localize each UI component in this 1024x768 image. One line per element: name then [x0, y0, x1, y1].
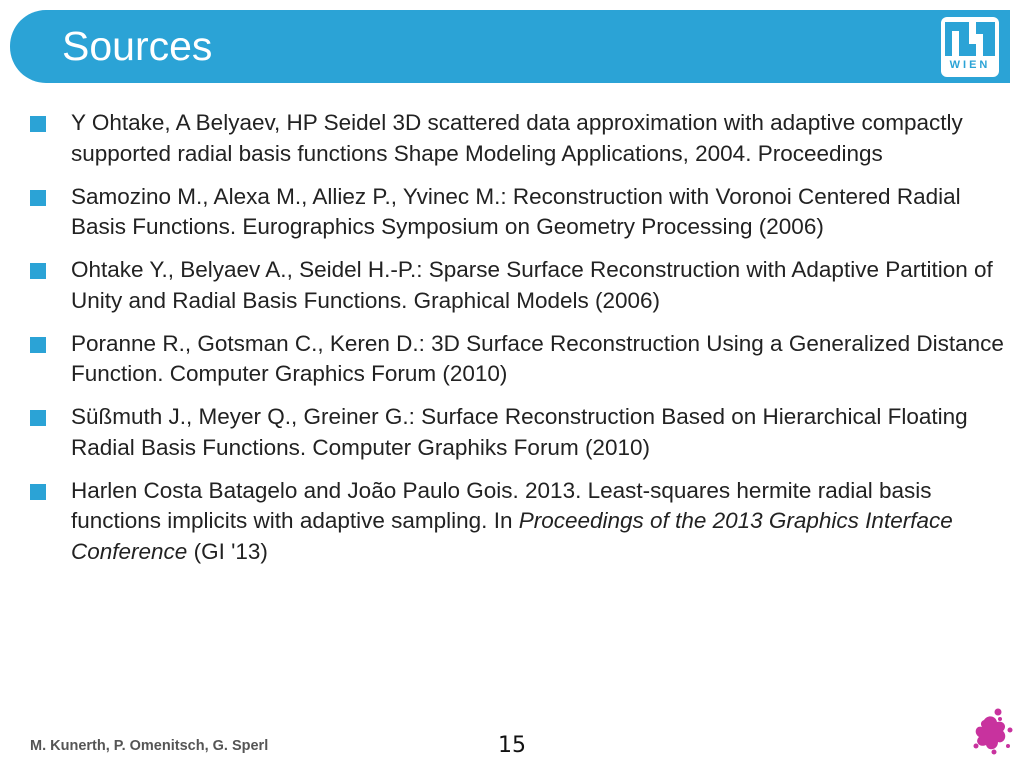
footer-authors: M. Kunerth, P. Omenitsch, G. Sperl — [30, 738, 269, 754]
bullet-icon — [30, 484, 46, 500]
reference-text: Poranne R., Gotsman C., Keren D.: 3D Surface Reconstruction Using a Generalized Distance Function. Computer Graphics Forum (2010) — [71, 330, 1004, 386]
reference-item — [30, 329, 1010, 390]
bullet-icon — [30, 263, 46, 279]
reference-venue: Proceedings of the 2013 Graphics Interface Conference — [71, 508, 953, 564]
reference-list — [30, 108, 1010, 580]
bullet-icon — [30, 410, 46, 426]
bullet-icon — [30, 116, 46, 132]
bullet-icon — [30, 190, 46, 206]
page-title: Sources — [62, 23, 213, 69]
reference-item — [30, 255, 1010, 316]
logo-wien-text: WIEN — [949, 59, 991, 71]
ink-splat-icon — [970, 706, 1014, 756]
reference-item — [30, 108, 1010, 169]
tu-wien-logo — [941, 17, 999, 77]
bullet-icon — [30, 337, 46, 353]
reference-text: Samozino M., Alexa M., Alliez P., Yvinec M.: Reconstruction with Voronoi Centered Radial Basis Functions. Eurographics Symposium on Geometry Processing (2006) — [71, 183, 961, 239]
reference-text: Süßmuth J., Meyer Q., Greiner G.: Surface Reconstruction Based on Hierarchical Floating Radial Basis Functions. Computer Graphiks Forum (2010) — [71, 404, 968, 460]
reference-tail: (GI '13) — [187, 538, 268, 564]
tu-logo-mark-icon — [945, 22, 995, 56]
page-number: 15 — [498, 733, 526, 758]
title-bar — [10, 10, 1010, 83]
reference-text: Harlen Costa Batagelo and João Paulo Gois. 2013. Least-squares hermite radial basis functions implicits with adaptive sampling. In — [71, 477, 932, 533]
reference-text: Ohtake Y., Belyaev A., Seidel H.-P.: Sparse Surface Reconstruction with Adaptive Partition of Unity and Radial Basis Functions. Graphical Models (2006) — [71, 257, 993, 313]
reference-item — [30, 476, 1010, 568]
reference-item — [30, 182, 1010, 243]
reference-text: Y Ohtake, A Belyaev, HP Seidel 3D scattered data approximation with adaptive compactly supported radial basis functions Shape Modeling Applications, 2004. Proceedings — [71, 110, 963, 166]
reference-item — [30, 402, 1010, 463]
